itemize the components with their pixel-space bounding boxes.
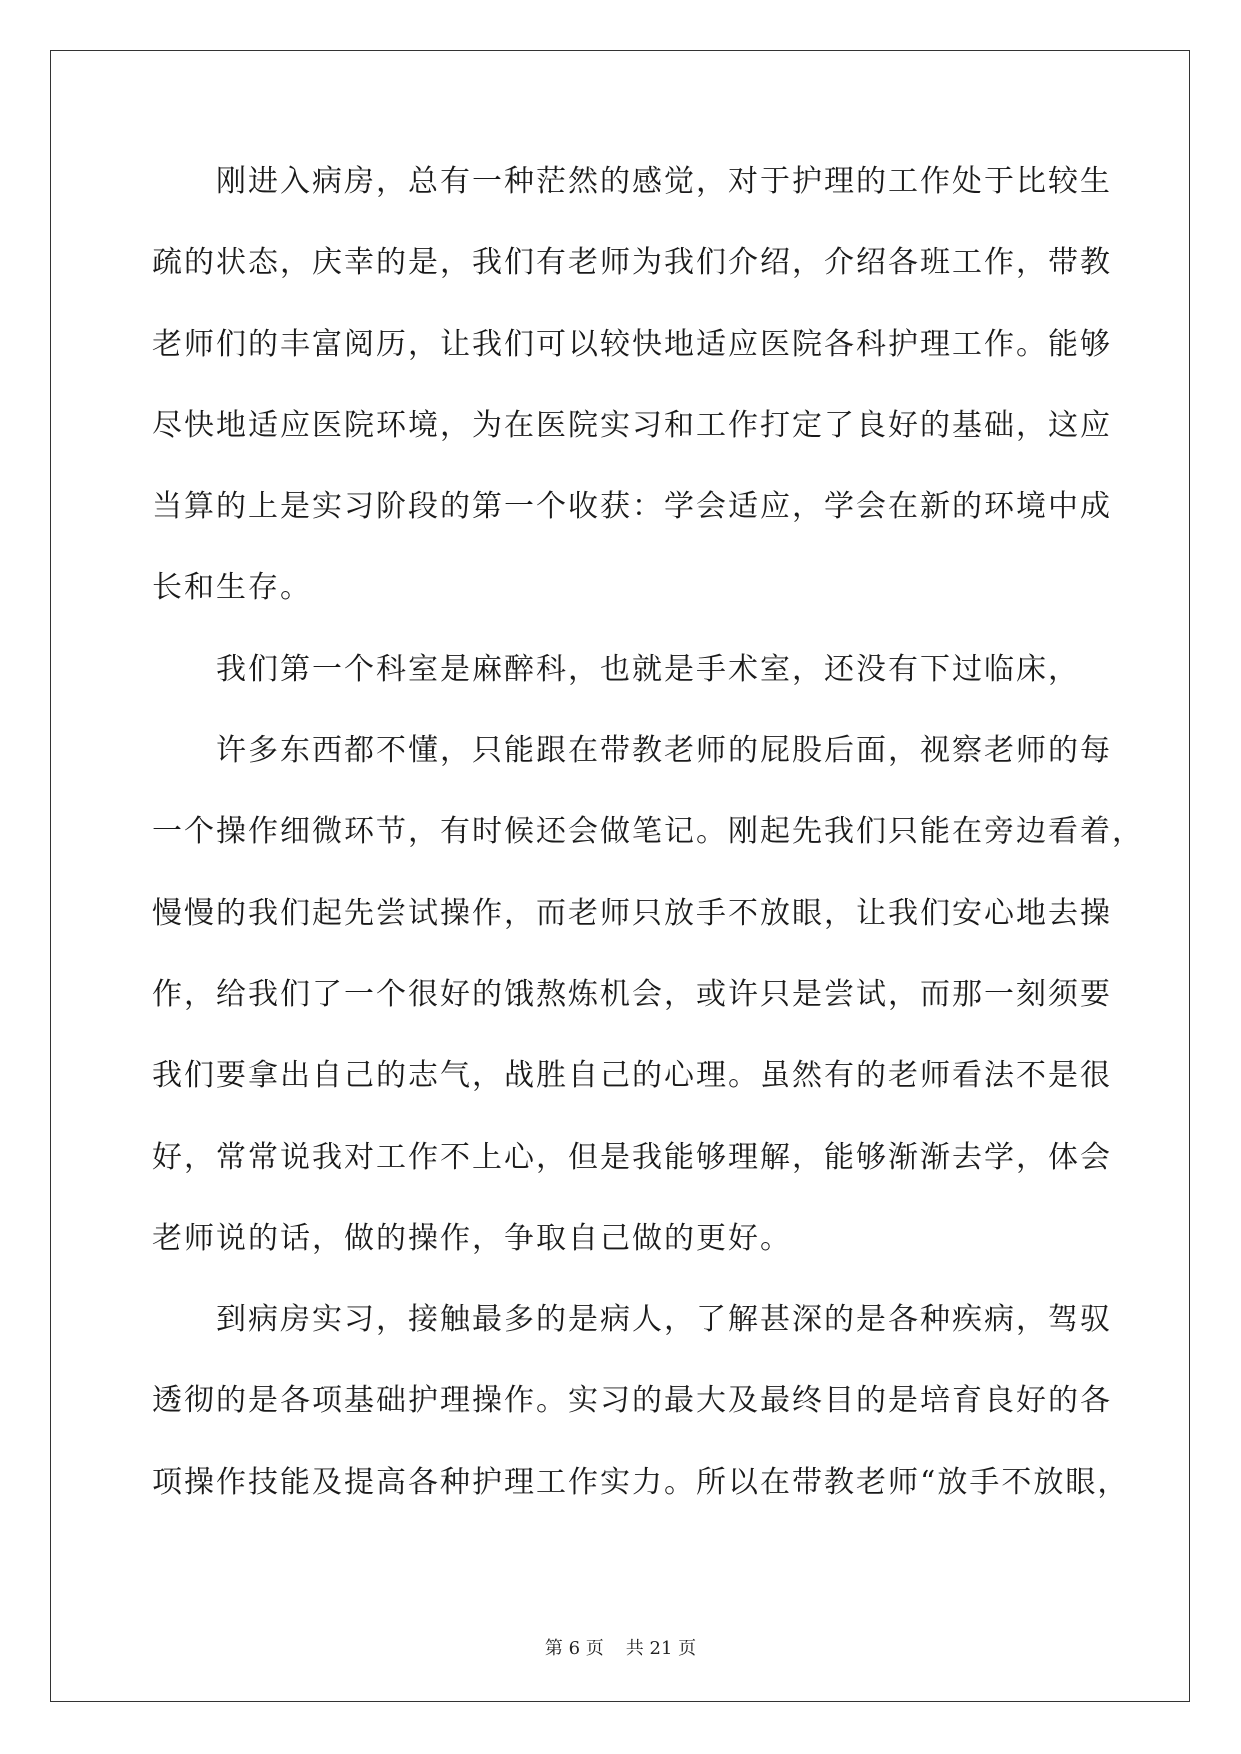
- text-line: 长和生存。: [152, 570, 312, 606]
- page-number: 第 6 页: [544, 1638, 604, 1659]
- text-line: 项操作技能及提高各种护理工作实力。所以在带教老师“放手不放眼，: [152, 1464, 1130, 1500]
- text-line: 刚进入病房，总有一种茫然的感觉，对于护理的工作处于比较生: [216, 164, 1112, 199]
- text-line: 一个操作细微环节，有时候还会做笔记。刚起先我们只能在旁边看着，: [152, 814, 1144, 850]
- text-line: 许多东西都不懂，只能跟在带教老师的屁股后面，视察老师的每: [216, 733, 1112, 769]
- text-line: 疏的状态，庆幸的是，我们有老师为我们介绍，介绍各班工作，带教: [152, 245, 1112, 281]
- text-line: 我们第一个科室是麻醉科，也就是手术室，还没有下过临床，: [216, 651, 1080, 687]
- page-total: 共 21 页: [625, 1638, 697, 1659]
- text-line: 好，常常说我对工作不上心，但是我能够理解，能够渐渐去学，体会: [152, 1139, 1112, 1175]
- text-line: 我们要拿出自己的志气，战胜自己的心理。虽然有的老师看法不是很: [152, 1058, 1112, 1094]
- page-footer: [0, 1637, 1241, 1661]
- text-line: 当算的上是实习阶段的第一个收获：学会适应，学会在新的环境中成: [152, 489, 1112, 525]
- text-line: 作，给我们了一个很好的饿熬炼机会，或许只是尝试，而那一刻须要: [152, 976, 1112, 1012]
- text-line: 透彻的是各项基础护理操作。实习的最大及最终目的是培育良好的各: [152, 1383, 1112, 1419]
- text-line: 老师说的话，做的操作，争取自己做的更好。: [152, 1220, 792, 1256]
- text-line: 到病房实习，接触最多的是病人，了解甚深的是各种疾病，驾驭: [216, 1302, 1112, 1338]
- document-body: [152, 162, 1144, 1544]
- text-line: 慢慢的我们起先尝试操作，而老师只放手不放眼，让我们安心地去操: [152, 895, 1112, 931]
- text-line: 尽快地适应医院环境，为在医院实习和工作打定了良好的基础，这应: [152, 407, 1112, 443]
- text-line: 老师们的丰富阅历，让我们可以较快地适应医院各科护理工作。能够: [152, 326, 1112, 362]
